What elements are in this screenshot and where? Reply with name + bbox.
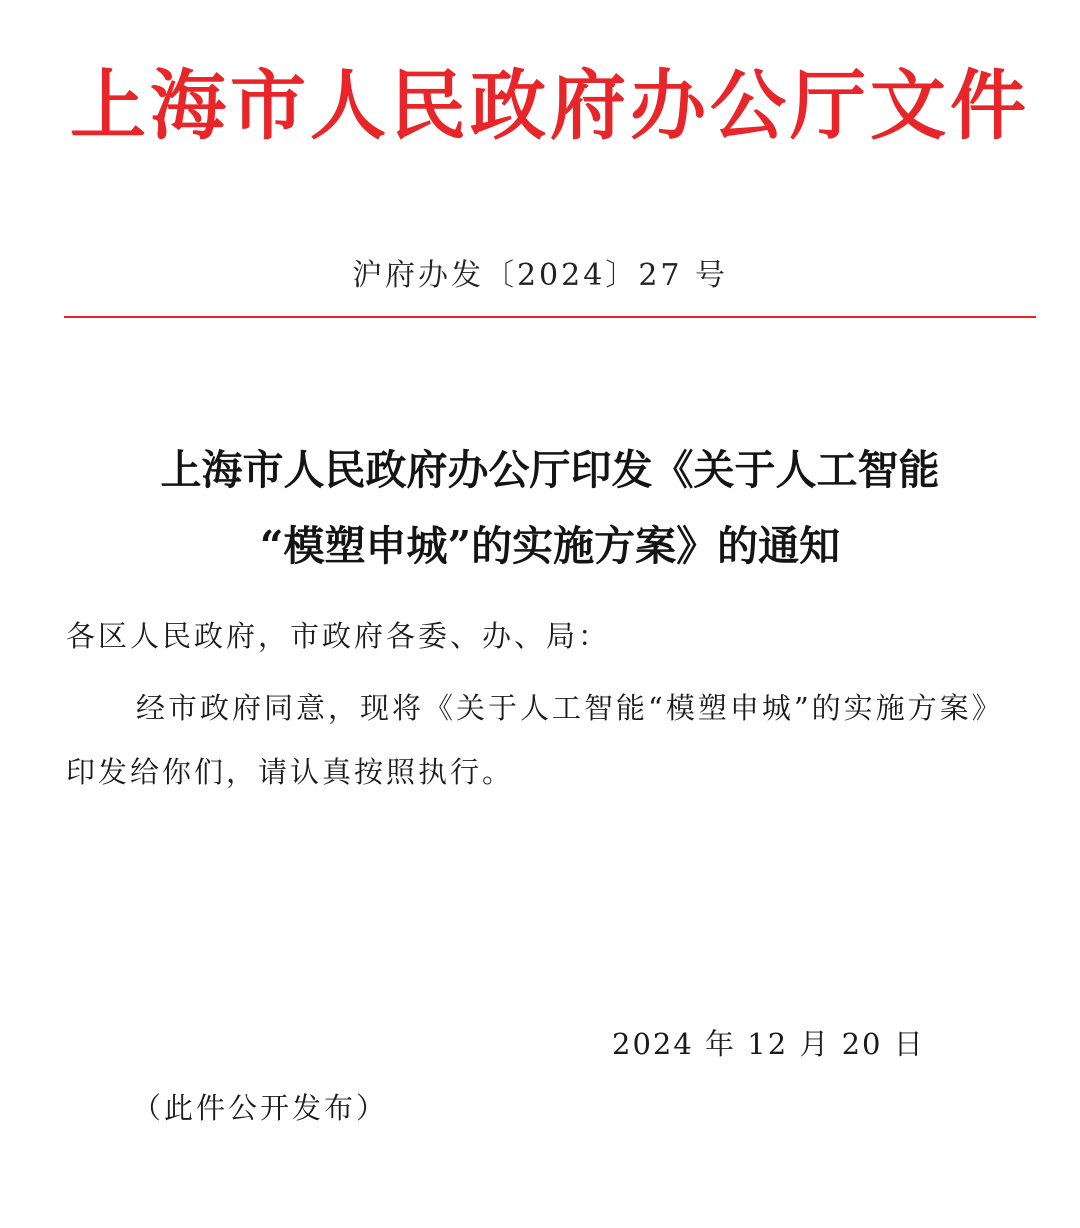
document-title [60, 432, 1040, 584]
title-line-2: “模塑申城”的实施方案》的通知 [259, 522, 841, 570]
red-divider-line [64, 316, 1036, 318]
body-line-2: 印发给你们，请认真按照执行。 [66, 755, 515, 789]
title-line-1: 上海市人民政府办公厅印发《关于人工智能 [160, 446, 940, 494]
masthead-title: 上海市人民政府办公厅文件 [70, 61, 1030, 150]
document-number: 沪府办发〔2024〕27 号 [351, 258, 729, 293]
body-paragraph [66, 676, 1046, 804]
issue-date: 2024 年 12 月 20 日 [612, 1027, 925, 1061]
release-note: （此件公开发布） [132, 1091, 389, 1125]
addressee: 各区人民政府，市政府各委、办、局： [66, 619, 611, 653]
body-line-1: 经市政府同意，现将《关于人工智能“模塑申城”的实施方案》 [136, 691, 1004, 725]
